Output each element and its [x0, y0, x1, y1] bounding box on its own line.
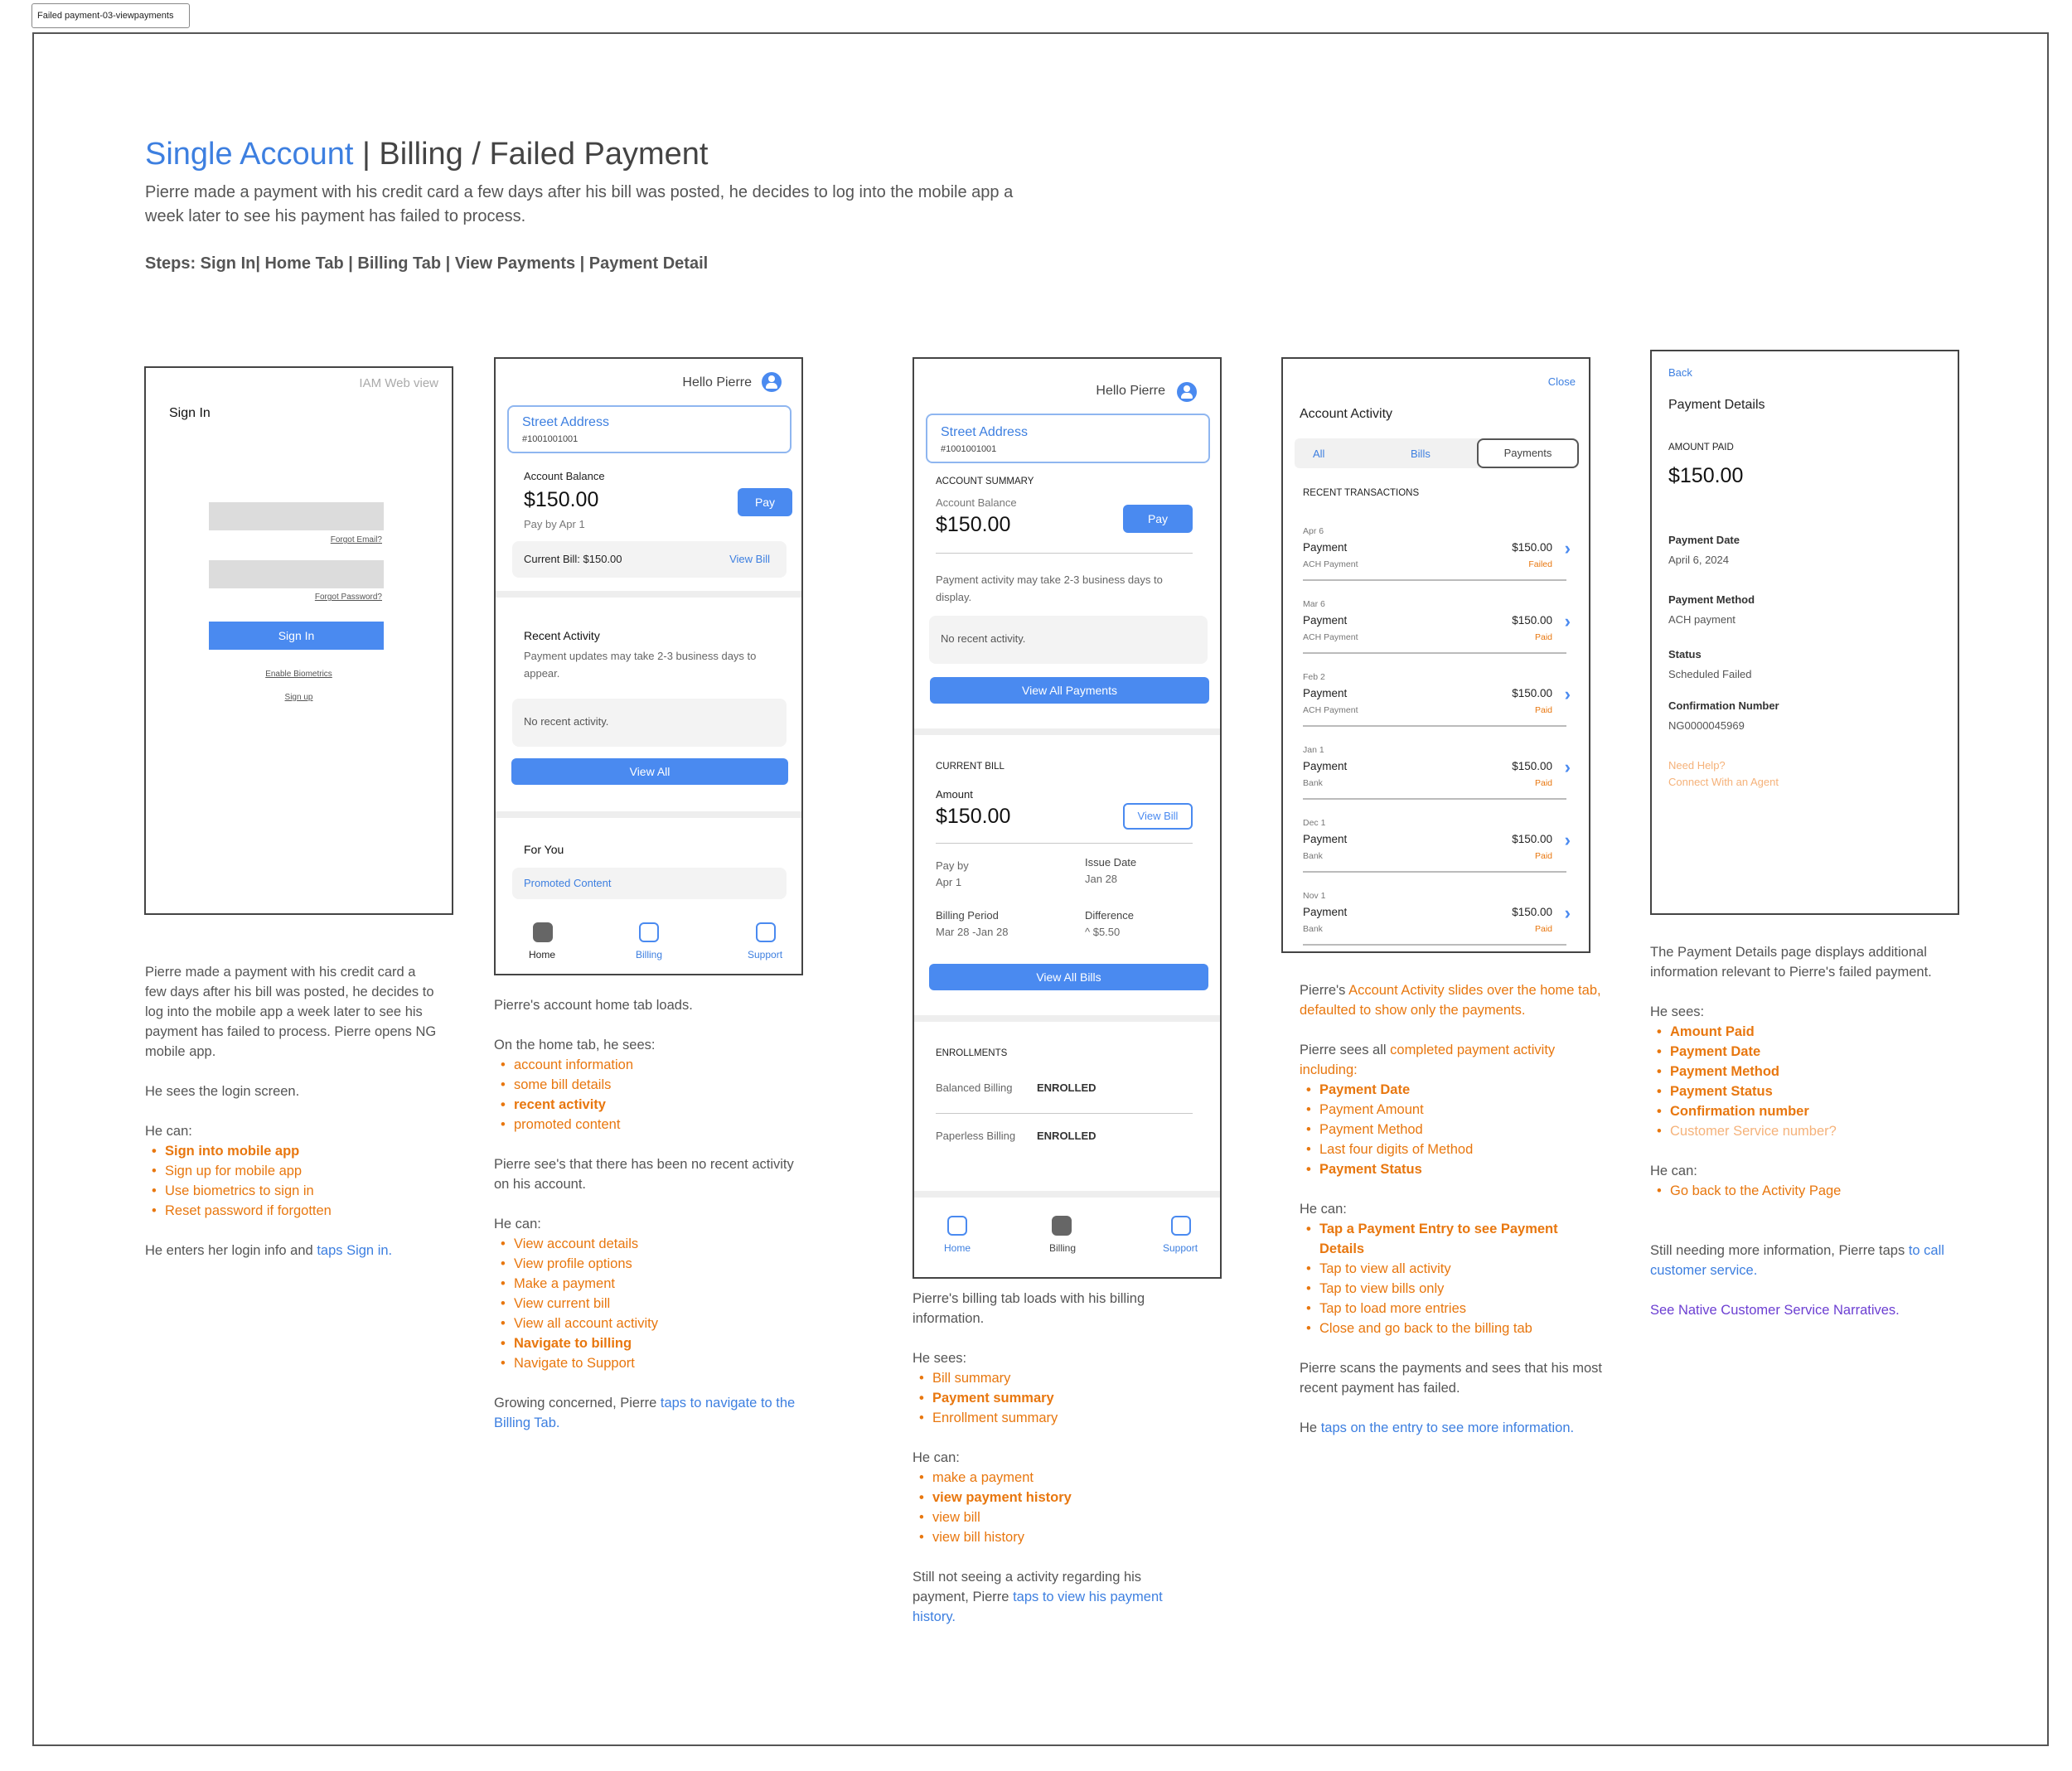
transaction-status: Paid — [1534, 778, 1552, 788]
forgot-email-link[interactable]: Forgot Email? — [330, 535, 382, 544]
billing-period-label: Billing Period — [936, 909, 999, 922]
account-balance-label: Account Balance — [936, 496, 1017, 509]
transaction-date: Mar 6 — [1303, 599, 1325, 609]
transaction-date: Apr 6 — [1303, 526, 1324, 536]
tab-payments[interactable]: Payments — [1477, 438, 1579, 468]
tab-billing-label: Billing — [1049, 1242, 1077, 1254]
chevron-right-icon: › — [1564, 830, 1571, 850]
for-you-title: For You — [524, 843, 564, 856]
difference-value: ^ $5.50 — [1085, 926, 1121, 938]
sign-in-screen — [144, 366, 453, 915]
intro-text: Pierre made a payment with his credit card a few days after his bill was posted, he decides to log into the mobile app a week later to see his payment has failed to process. — [145, 183, 1014, 225]
street-address-card[interactable] — [926, 414, 1210, 463]
transaction-amount: $150.00 — [1512, 833, 1552, 845]
desc-paragraph — [1300, 1040, 1602, 1080]
street-address-card[interactable] — [507, 405, 792, 453]
desc-list-item: • Payment Amount — [1300, 1100, 1602, 1120]
desc-list-item: • Payment Date — [1650, 1042, 1944, 1062]
account-number: #1001001001 — [522, 434, 579, 444]
transaction-status: Paid — [1534, 851, 1552, 861]
difference-label: Difference — [1085, 909, 1135, 922]
home-icon — [947, 1216, 967, 1236]
desc-text: Growing concerned, Pierre — [494, 1396, 661, 1411]
title-rest: Billing / Failed Payment — [379, 137, 709, 172]
transaction-method: Bank — [1303, 924, 1323, 934]
transaction-row[interactable] — [1283, 813, 1589, 879]
amount-paid: $150.00 — [1668, 464, 1744, 487]
desc-paragraph: The Payment Details page displays additional information relevant to Pierre's failed payment. — [1650, 945, 1932, 980]
row-divider — [1303, 871, 1566, 873]
enrollments-title: ENROLLMENTS — [936, 1048, 1008, 1058]
transaction-date: Jan 1 — [1303, 745, 1324, 755]
desc-paragraph: Pierre scans the payments and sees that his most recent payment has failed. — [1300, 1361, 1603, 1396]
desc-paragraph — [494, 1393, 805, 1433]
section-divider — [914, 1015, 1220, 1022]
desc-text: Pierre's — [1300, 983, 1349, 998]
paperless-billing-label: Paperless Billing — [936, 1130, 1016, 1142]
transaction-status: Failed — [1528, 559, 1552, 569]
issue-date-value: Jan 28 — [1085, 873, 1118, 885]
paperless-billing-status: ENROLLED — [1037, 1130, 1097, 1142]
account-summary-title: ACCOUNT SUMMARY — [936, 477, 1034, 486]
need-help: Need Help? — [1668, 759, 1726, 772]
payment-details-description — [1650, 942, 1944, 1320]
desc-list-item: • Payment Status — [1300, 1159, 1602, 1179]
tab-home-label: Home — [944, 1242, 971, 1254]
back-link[interactable]: Back — [1668, 366, 1692, 379]
desc-list-item: • Payment Date — [1300, 1080, 1602, 1100]
desc-list-item: • view bill history — [913, 1527, 1190, 1547]
desc-list-item: • Reset password if forgotten — [145, 1201, 439, 1221]
account-balance-label: Account Balance — [524, 470, 605, 482]
confirmation-label: Confirmation Number — [1668, 699, 1779, 712]
desc-list-item: • promoted content — [494, 1115, 805, 1135]
desc-list-item: • Payment Method — [1300, 1120, 1602, 1140]
desc-list-item: • Tap to view all activity — [1300, 1259, 1602, 1279]
amount-label: Amount — [936, 788, 973, 801]
transaction-method: ACH Payment — [1303, 705, 1358, 715]
close-link[interactable]: Close — [1547, 375, 1576, 388]
desc-list-item: • Use biometrics to sign in — [145, 1181, 439, 1201]
divider — [936, 843, 1193, 844]
desc-paragraph: He can: — [913, 1450, 960, 1465]
chevron-right-icon: › — [1564, 757, 1571, 777]
transaction-amount: $150.00 — [1512, 906, 1552, 918]
tab-bills[interactable]: Bills — [1411, 448, 1431, 460]
issue-date-label: Issue Date — [1085, 856, 1137, 869]
desc-paragraph: He can: — [494, 1217, 541, 1231]
no-activity-text: No recent activity. — [524, 715, 609, 728]
transaction-name: Payment — [1303, 833, 1348, 845]
balanced-billing-label: Balanced Billing — [936, 1081, 1013, 1094]
desc-paragraph: Pierre's billing tab loads with his billing information. — [913, 1291, 1145, 1326]
account-number: #1001001001 — [941, 444, 997, 454]
desc-link: taps to navigate to the Billing Tab. — [494, 1396, 796, 1430]
activity-description — [1300, 980, 1602, 1438]
desc-paragraph: He sees: — [913, 1351, 967, 1366]
desc-list-item: • Enrollment summary — [913, 1408, 1190, 1428]
desc-list-item: • View account details — [494, 1234, 805, 1254]
payment-details-title: Payment Details — [1668, 398, 1765, 412]
enable-biometrics-link[interactable]: Enable Biometrics — [265, 670, 332, 679]
payment-method-label: Payment Method — [1668, 593, 1755, 606]
street-address: Street Address — [522, 415, 609, 429]
desc-text: Still not seeing a activity regarding his payment, Pierre — [913, 1570, 1142, 1604]
account-activity-screen — [1281, 357, 1590, 953]
desc-list-item: • Navigate to Support — [494, 1353, 805, 1373]
iam-web-view-label: IAM Web view — [359, 376, 438, 390]
desc-list-item: • View current bill — [494, 1294, 805, 1314]
desc-list-item: • Navigate to billing — [494, 1333, 805, 1353]
desc-list-item: • Tap to load more entries — [1300, 1299, 1602, 1319]
desc-list-item: • Go back to the Activity Page — [1650, 1181, 1944, 1201]
transaction-date: Dec 1 — [1303, 818, 1326, 828]
home-description — [494, 995, 805, 1433]
greeting: Hello Pierre — [682, 375, 752, 390]
desc-paragraph: He sees: — [1650, 1004, 1705, 1019]
transaction-row[interactable] — [1283, 521, 1589, 588]
profile-avatar-icon[interactable] — [1177, 382, 1197, 402]
desc-list-item: • some bill details — [494, 1075, 805, 1095]
transaction-row[interactable] — [1283, 667, 1589, 733]
transaction-date: Feb 2 — [1303, 672, 1325, 682]
recent-transactions-title: RECENT TRANSACTIONS — [1303, 488, 1420, 498]
forgot-password-link[interactable]: Forgot Password? — [314, 593, 382, 602]
billing-screen — [913, 357, 1222, 1279]
chevron-right-icon: › — [1564, 902, 1571, 923]
billing-icon — [639, 922, 659, 942]
payment-date-label: Payment Date — [1668, 534, 1740, 546]
transaction-amount: $150.00 — [1512, 760, 1552, 772]
pay-by-value: Apr 1 — [936, 876, 962, 888]
account-balance: $150.00 — [524, 488, 599, 511]
desc-list-item: • Payment Status — [1650, 1081, 1944, 1101]
desc-paragraph — [145, 1241, 439, 1261]
desc-highlight: Account Activity slides over the home tab, defaulted to show only the payments. — [1300, 983, 1601, 1018]
sign-up-link[interactable]: Sign up — [284, 693, 313, 702]
activity-title: Account Activity — [1300, 407, 1393, 421]
transaction-method: ACH Payment — [1303, 559, 1358, 569]
recent-activity-title: Recent Activity — [524, 629, 600, 642]
desc-list-item: • view bill — [913, 1507, 1190, 1527]
view-bill-button[interactable]: View Bill — [1123, 803, 1193, 830]
chevron-right-icon: › — [1564, 611, 1571, 631]
payment-date: April 6, 2024 — [1668, 554, 1729, 566]
transaction-name: Payment — [1303, 906, 1348, 918]
transaction-method: ACH Payment — [1303, 632, 1358, 642]
amount-paid-label: AMOUNT PAID — [1668, 443, 1734, 452]
page-title — [145, 137, 708, 172]
transaction-name: Payment — [1303, 614, 1348, 627]
status-value: Scheduled Failed — [1668, 668, 1752, 680]
desc-list-item: • Tap to view bills only — [1300, 1279, 1602, 1299]
transaction-amount: $150.00 — [1512, 687, 1552, 699]
transaction-row[interactable] — [1283, 740, 1589, 806]
payment-details-screen — [1650, 350, 1959, 915]
section-divider — [914, 728, 1220, 735]
greeting: Hello Pierre — [1096, 384, 1165, 398]
desc-paragraph: He can: — [145, 1124, 192, 1139]
desc-paragraph: Pierre's account home tab loads. — [494, 998, 693, 1013]
row-divider — [1303, 944, 1566, 946]
transaction-method: Bank — [1303, 778, 1323, 788]
billing-period-value: Mar 28 -Jan 28 — [936, 926, 1009, 938]
desc-list-item: • Close and go back to the billing tab — [1300, 1319, 1602, 1338]
desc-text: He enters her login info and — [145, 1243, 317, 1258]
transaction-status: Paid — [1534, 924, 1552, 934]
desc-list-item: • Last four digits of Method — [1300, 1140, 1602, 1159]
desc-list-item: • Tap a Payment Entry to see Payment Details — [1300, 1219, 1602, 1259]
no-activity-box — [512, 699, 787, 747]
row-divider — [1303, 798, 1566, 800]
view-all-payments-button[interactable]: View All Payments — [930, 677, 1209, 704]
tab-home-label: Home — [529, 949, 556, 961]
no-activity-box — [929, 616, 1208, 664]
view-all-button[interactable]: View All — [511, 758, 788, 785]
support-icon — [756, 922, 776, 942]
tab-support-label: Support — [1163, 1242, 1198, 1254]
current-bill-title: CURRENT BILL — [936, 762, 1005, 772]
section-divider — [496, 591, 801, 598]
desc-list-item: • Customer Service number? — [1650, 1121, 1944, 1141]
desc-list-item: • make a payment — [913, 1468, 1190, 1488]
desc-text: He — [1300, 1420, 1321, 1435]
tab-billing-label: Billing — [636, 949, 663, 961]
transaction-name: Payment — [1303, 760, 1348, 772]
password-field[interactable] — [209, 560, 384, 588]
desc-paragraph: Pierre see's that there has been no recent activity on his account. — [494, 1157, 794, 1192]
title-highlight: Single Account — [145, 137, 354, 172]
row-divider — [1303, 725, 1566, 727]
payment-method: ACH payment — [1668, 613, 1736, 626]
desc-list-item: • recent activity — [494, 1095, 805, 1115]
billing-description — [913, 1289, 1190, 1627]
payment-activity-note: Payment activity may take 2-3 business days to display. — [936, 573, 1163, 603]
desc-list-item: • Payment summary — [913, 1388, 1190, 1408]
steps-text: Steps: Sign In| Home Tab | Billing Tab | View Payments | Payment Detail — [145, 254, 709, 273]
desc-list-item: • View all account activity — [494, 1314, 805, 1333]
transaction-amount: $150.00 — [1512, 614, 1552, 627]
no-activity-text: No recent activity. — [941, 632, 1026, 645]
desc-list-item: • Make a payment — [494, 1274, 805, 1294]
view-all-bills-button[interactable]: View All Bills — [929, 964, 1208, 990]
email-field[interactable] — [209, 502, 384, 530]
desc-paragraph: Pierre made a payment with his credit card a few days after his bill was posted, he decides to log into the mobile app a week later to see his payment has failed to process. Pierre opens NG mobile app. — [145, 965, 437, 1059]
desc-list-item: • Confirmation number — [1650, 1101, 1944, 1121]
desc-text: Pierre sees all — [1300, 1043, 1391, 1057]
transaction-name: Payment — [1303, 687, 1348, 699]
desc-paragraph — [1300, 1418, 1602, 1438]
row-divider — [1303, 579, 1566, 581]
connect-agent-link[interactable]: Connect With an Agent — [1668, 776, 1779, 788]
recent-activity-note: Payment updates may take 2-3 business days to appear. — [524, 650, 757, 680]
frame-tag: Failed payment-03-viewpayments — [31, 3, 190, 28]
promoted-content-card[interactable] — [512, 868, 787, 899]
current-bill-row — [512, 541, 787, 578]
chevron-right-icon: › — [1564, 538, 1571, 559]
sign-in-button[interactable]: Sign In — [209, 622, 384, 650]
view-bill-link[interactable]: View Bill — [729, 553, 770, 565]
transaction-name: Payment — [1303, 541, 1348, 554]
desc-paragraph — [913, 1567, 1190, 1627]
desc-link: taps Sign in. — [317, 1243, 393, 1258]
tab-all[interactable]: All — [1313, 448, 1325, 460]
profile-avatar-icon[interactable] — [762, 372, 782, 392]
section-divider — [496, 811, 801, 818]
current-bill: Current Bill: $150.00 — [524, 553, 622, 565]
pay-button[interactable]: Pay — [738, 488, 792, 516]
tab-support-label: Support — [748, 949, 783, 961]
section-divider — [914, 1191, 1220, 1198]
transaction-row[interactable] — [1283, 886, 1589, 952]
desc-list-item: • Amount Paid — [1650, 1022, 1944, 1042]
title-separator: | — [353, 137, 380, 172]
transaction-status: Paid — [1534, 632, 1552, 642]
desc-list-item: • View profile options — [494, 1254, 805, 1274]
chevron-right-icon: › — [1564, 684, 1571, 704]
home-icon — [533, 922, 553, 942]
desc-paragraph — [1650, 1241, 1944, 1280]
pay-button[interactable]: Pay — [1123, 505, 1193, 533]
account-balance: $150.00 — [936, 513, 1011, 536]
desc-paragraph: On the home tab, he sees: — [494, 1038, 656, 1052]
desc-list-item: • Sign into mobile app — [145, 1141, 439, 1161]
transaction-row[interactable] — [1283, 594, 1589, 660]
sign-in-title: Sign In — [169, 406, 211, 420]
row-divider — [1303, 652, 1566, 654]
desc-paragraph: He can: — [1650, 1164, 1697, 1178]
street-address: Street Address — [941, 425, 1028, 439]
desc-paragraph: He can: — [1300, 1202, 1347, 1217]
transaction-method: Bank — [1303, 851, 1323, 861]
desc-link: taps to view his payment history. — [913, 1590, 1163, 1624]
transaction-date: Nov 1 — [1303, 891, 1326, 901]
desc-list-item: • view payment history — [913, 1488, 1190, 1507]
desc-list-item: • Sign up for mobile app — [145, 1161, 439, 1181]
transaction-amount: $150.00 — [1512, 541, 1552, 554]
desc-link: taps on the entry to see more information. — [1320, 1420, 1575, 1435]
promoted-content: Promoted Content — [524, 877, 612, 889]
desc-paragraph: He sees the login screen. — [145, 1084, 300, 1099]
transaction-status: Paid — [1534, 705, 1552, 715]
billing-icon — [1052, 1216, 1072, 1236]
desc-list-item: • Payment Method — [1650, 1062, 1944, 1081]
status-label: Status — [1668, 648, 1702, 660]
support-icon — [1171, 1216, 1191, 1236]
pay-by-label: Pay by — [936, 859, 969, 872]
sign-in-description — [145, 962, 439, 1261]
desc-highlight: completed payment activity including: — [1300, 1043, 1556, 1077]
desc-list-item: • Bill summary — [913, 1368, 1190, 1388]
balanced-billing-status: ENROLLED — [1037, 1081, 1097, 1094]
divider — [936, 553, 1193, 554]
desc-link: to call customer service. — [1650, 1243, 1944, 1278]
divider — [936, 1113, 1193, 1114]
bill-amount: $150.00 — [936, 805, 1011, 828]
desc-text: Still needing more information, Pierre taps — [1650, 1243, 1909, 1258]
confirmation-number: NG0000045969 — [1668, 719, 1745, 732]
desc-paragraph — [1300, 980, 1602, 1020]
desc-list-item: • account information — [494, 1055, 805, 1075]
pay-by-date: Pay by Apr 1 — [524, 518, 585, 530]
home-screen — [494, 357, 803, 975]
desc-link: See Native Customer Service Narratives. — [1650, 1303, 1900, 1318]
